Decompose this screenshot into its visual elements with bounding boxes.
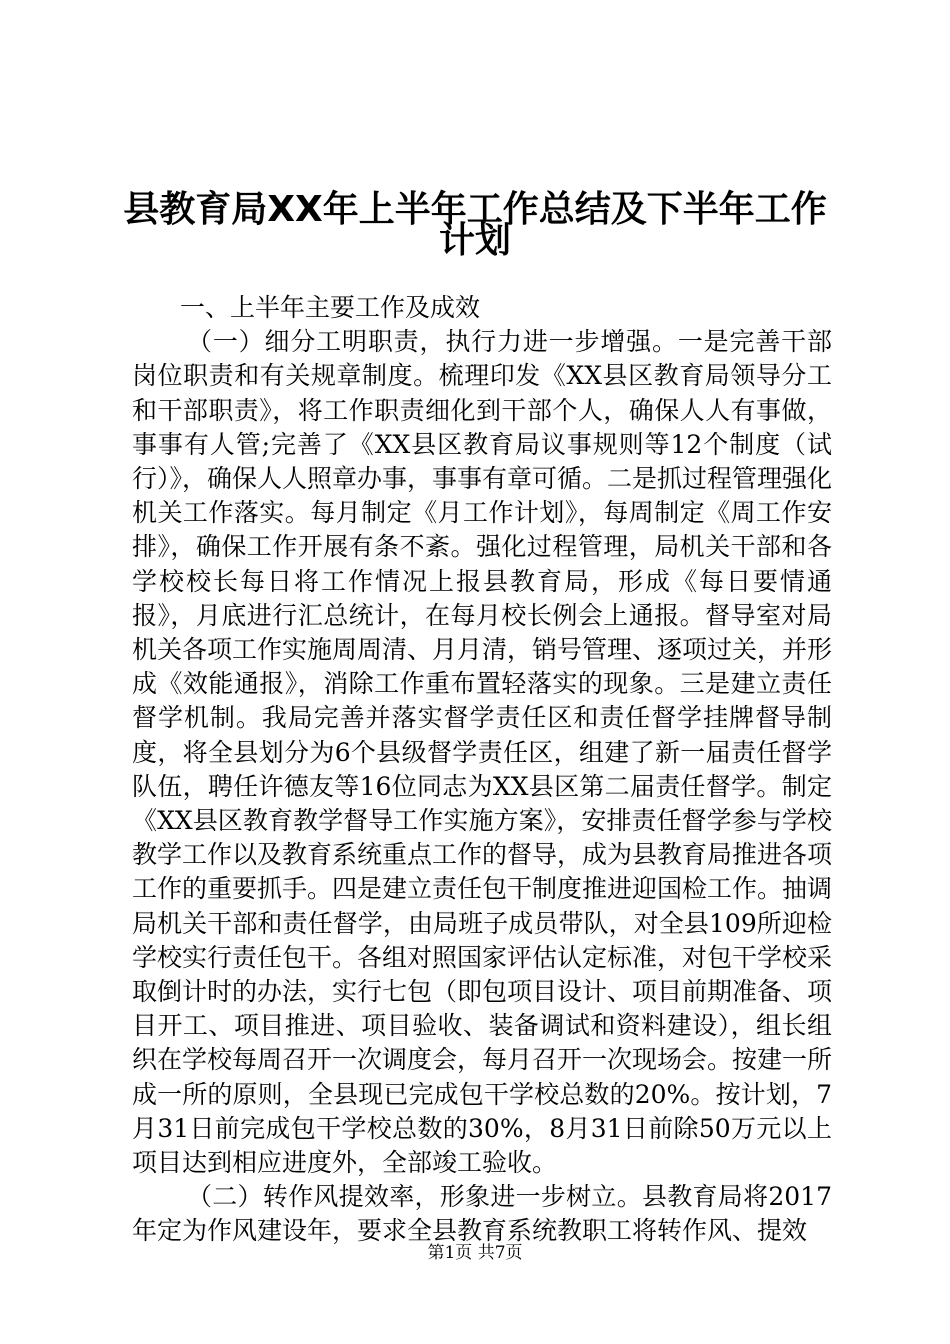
section-heading: 一、上半年主要工作及成效 [180,293,481,322]
document-body [132,291,832,1249]
document-title-line-1: 县教育局XX年上半年工作总结及下半年工作 [123,189,827,230]
page-number-footer: 第1页 共7页 [427,1243,523,1263]
paragraph-2: （二）转作风提效率，形象进一步树立。县教育局将2017年定为作风建设年，要求全县教育系统教职工将转作风、提效 [132,1182,832,1246]
document-title-line-2: 计划 [438,220,511,261]
paragraph-1: （一）细分工明职责，执行力进一步增强。一是完善干部岗位职责和有关规章制度。梳理印发《XX县区教育局领导分工和干部职责》，将工作职责细化到干部个人，确保人人有事做，事事有人管;完善了《XX县区教育局议事规则等12个制度（试行）》，确保人人照章办事，事事有章可循。二是抓过程管理强化机关工作落实。每月制定《月工作计划》，每周制定《周工作安排》，确保工作开展有条不紊。强化过程管理，局机关干部和各学校校长每日将工作情况上报县教育局，形成《每日要情通报》，月底进行汇总统计，在每月校长例会上通报。督导室对局机关各项工作实施周周清、月月清，销号管理、逐项过关，并形成《效能通报》，消除工作重布置轻落实的现象。三是建立责任督学机制。我局完善并落实督学责任区和责任督学挂牌督导制度，将全县划分为6个县级督学责任区，组建了新一届责任督学队伍，聘任许德友等16位同志为XX县区第二届责任督学。制定《XX县区教育教学督导工作实施方案》，安排责任督学参与学校教学工作以及教育系统重点工作的督导，成为县教育局推进各项工作的重要抓手。四是建立责任包干制度推进迎国检工作。抽调局机关干部和责任督学，由局班子成员带队，对全县109所迎检学校实行责任包干。各组对照国家评估认定标准，对包干学校采取倒计时的办法，实行七包（即包项目设计、项目前期准备、项目开工、项目推进、项目验收、装备调试和资料建设），组长组织在学校每周召开一次调度会，每月召开一次现场会。按建一所成一所的原则，全县现已完成包干学校总数的20%。按计划，7月31日前完成包干学校总数的30%，8月31日前除50万元以上项目达到相应进度外，全部竣工验收。 [132,327,833,1178]
